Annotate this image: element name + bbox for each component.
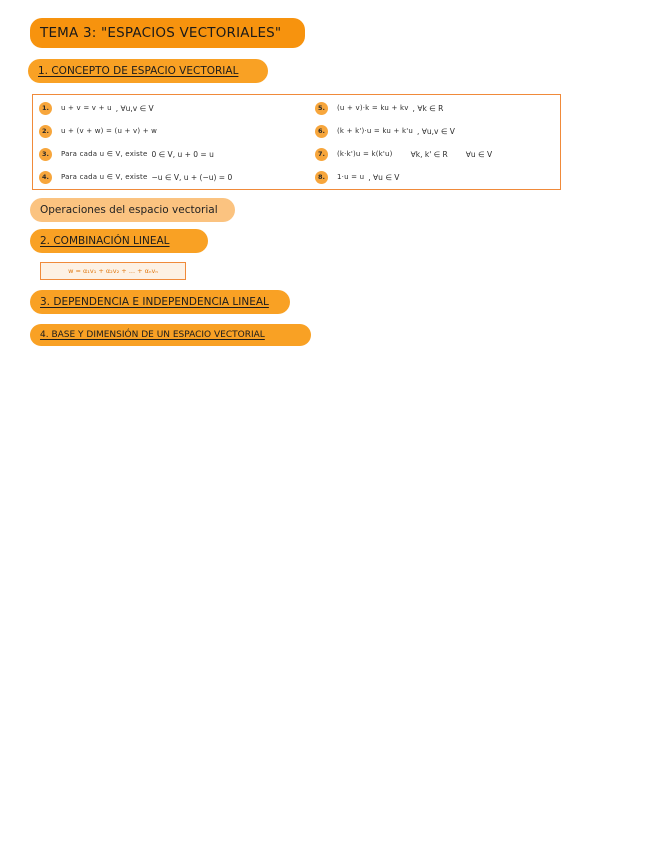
property-number: 8. — [315, 171, 328, 184]
property-item — [39, 147, 214, 161]
property-quantifier: , ∀u,v ∈ V — [115, 103, 154, 113]
property-text: (k + k')·u = ku + k'u — [337, 127, 413, 135]
property-quantifier: ∀k, k' ∈ R — [410, 149, 448, 159]
formula-text: w = α₁v₁ + α₂v₂ + ... + αₙvₙ — [68, 267, 158, 275]
property-quantifier: , ∀u,v ∈ V — [417, 126, 455, 136]
property-quantifier: , ∀u ∈ V — [368, 172, 400, 182]
property-quantifier: −u ∈ V, u + (−u) = 0 — [151, 172, 233, 182]
property-number: 3. — [39, 148, 52, 161]
property-text: Para cada u ∈ V, existe — [61, 150, 148, 158]
section-heading-text: 1. CONCEPTO DE ESPACIO VECTORIAL — [38, 65, 239, 77]
section-heading-text: 4. BASE Y DIMENSIÓN DE UN ESPACIO VECTORIAL — [40, 330, 265, 340]
section-heading-combinacion — [30, 229, 208, 253]
property-text: (u + v)·k = ku + kv — [337, 104, 409, 112]
property-text: (k·k')u = k(k'u) — [337, 150, 393, 158]
section-heading-base — [30, 324, 311, 346]
section-heading-concepto — [28, 59, 268, 83]
property-item — [315, 124, 455, 138]
operations-label-text: Operaciones del espacio vectorial — [40, 204, 218, 216]
property-number: 5. — [315, 102, 328, 115]
property-item — [39, 101, 154, 115]
property-quantifier: ∀u ∈ V — [465, 149, 493, 159]
property-quantifier: , ∀k ∈ R — [412, 103, 444, 113]
property-number: 2. — [39, 125, 52, 138]
property-number: 7. — [315, 148, 328, 161]
page-title — [30, 18, 305, 48]
section-heading-dependencia — [30, 290, 290, 314]
property-item — [315, 147, 492, 161]
property-number: 1. — [39, 102, 52, 115]
linear-combination-formula — [40, 262, 186, 280]
section-heading-text: 3. DEPENDENCIA E INDEPENDENCIA LINEAL — [40, 296, 269, 308]
property-item — [39, 170, 232, 184]
property-number: 6. — [315, 125, 328, 138]
properties-box — [32, 94, 561, 190]
property-quantifier: 0 ∈ V, u + 0 = u — [151, 149, 214, 159]
page-title-text: TEMA 3: "ESPACIOS VECTORIALES" — [40, 25, 282, 41]
property-text: Para cada u ∈ V, existe — [61, 173, 148, 181]
property-item — [315, 170, 399, 184]
operations-label — [30, 198, 235, 222]
property-text: u + (v + w) = (u + v) + w — [61, 127, 158, 135]
property-item — [39, 124, 161, 138]
section-heading-text: 2. COMBINACIÓN LINEAL — [40, 235, 170, 247]
property-item — [315, 101, 443, 115]
property-number: 4. — [39, 171, 52, 184]
property-text: u + v = v + u — [61, 104, 112, 112]
property-text: 1·u = u — [337, 173, 365, 181]
